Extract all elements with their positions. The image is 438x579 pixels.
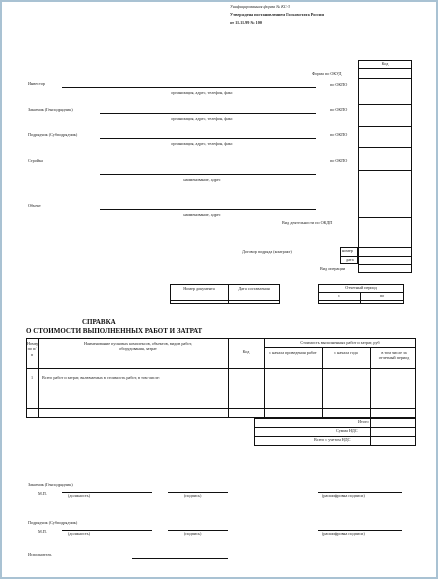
investor-label: Инвестор <box>28 81 46 86</box>
okpo-construction-label: по ОКПО <box>330 158 348 163</box>
sign-customer-signature-hint: (подпись) <box>184 493 202 498</box>
form-name-line: Унифицированная форма № КС-3 <box>230 4 291 9</box>
construction-hint: наименование, адрес <box>183 177 221 182</box>
col-code-head: Код <box>242 349 250 354</box>
sign-customer-position-hint: (должность) <box>68 493 90 498</box>
approval-line: Утверждена постановлением Госкомстата России <box>230 12 324 17</box>
col-period-head: в том числе за отчетный период <box>378 350 410 361</box>
col-from-start-head: с начала проведения работ <box>269 350 317 355</box>
codes-column <box>358 60 412 273</box>
okud-label: Форма по ОКУД <box>312 71 342 76</box>
contract-label: Договор подряда (контракт) <box>242 249 292 254</box>
row1-text: Всего работ и затрат, включаемых в стоимость работ, в том числе: <box>42 375 160 380</box>
total-label: Итого <box>358 419 369 424</box>
contract-number-label: номер <box>342 248 353 253</box>
contractor-field[interactable] <box>100 138 316 139</box>
object-field[interactable] <box>100 209 316 210</box>
vat-label: Сумма НДС <box>336 428 358 433</box>
sign-contractor-signature-hint: (подпись) <box>184 531 202 536</box>
document-title: СПРАВКА <box>82 318 116 326</box>
okpo-customer-label: по ОКПО <box>330 107 348 112</box>
construction-field[interactable] <box>100 174 316 175</box>
sign-customer-label: Заказчик (Генподрядчик) <box>28 482 73 487</box>
period-title: Отчетный период <box>345 285 377 290</box>
doc-date-head: Дата составления <box>238 286 270 291</box>
sign-contractor-mp: М.П. <box>38 529 47 534</box>
period-from-label: с <box>338 293 340 298</box>
object-label: Объект <box>28 203 41 208</box>
contract-date-label: дата <box>346 257 354 262</box>
operation-label: Вид операции <box>320 266 346 271</box>
customer-label: Заказчик (Генподрядчик) <box>28 107 73 112</box>
investor-hint: организация, адрес, телефон, факс <box>171 90 233 95</box>
row1-num: 1 <box>30 375 34 380</box>
document-subtitle: О СТОИМОСТИ ВЫПОЛНЕННЫХ РАБОТ И ЗАТРАТ <box>26 327 203 335</box>
okdp-label: Вид деятельности по ОКДП <box>282 220 333 225</box>
sign-contractor-position-hint: (должность) <box>68 531 90 536</box>
col-num-head: Номер по п/п <box>27 341 39 357</box>
codes-head: Код <box>381 61 389 66</box>
sign-customer-decode-hint: (расшифровка подписи) <box>322 493 365 498</box>
customer-hint: организация, адрес, телефон, факс <box>171 116 233 121</box>
approval-date-line: от 11.11.99 № 100 <box>230 20 262 25</box>
contractor-hint: организация, адрес, телефон, факс <box>171 141 233 146</box>
period-to-label: по <box>379 293 385 298</box>
total-vat-label: Всего с учетом НДС <box>314 437 351 442</box>
sign-contractor-label: Подрядчик (Субподрядчик) <box>28 520 78 525</box>
construction-label: Стройка <box>28 158 43 163</box>
doc-number-head: Номер документа <box>183 286 215 291</box>
okpo-contractor-label: по ОКПО <box>330 132 348 137</box>
document-page <box>2 2 436 577</box>
col-from-year-head: с начала года <box>334 350 358 355</box>
sign-customer-mp: М.П. <box>38 491 47 496</box>
col-name-head: Наименование пусковых комплексов, объектов, видов работ, оборудования, затрат <box>83 341 192 352</box>
object-hint: наименование, адрес <box>183 212 221 217</box>
contractor-label: Подрядчик (Субподрядчик) <box>28 132 78 137</box>
executor-field[interactable] <box>132 558 228 559</box>
col-cost-head: Стоимость выполненных работ и затрат, руб <box>300 340 380 345</box>
customer-field[interactable] <box>100 113 316 114</box>
investor-field[interactable] <box>62 87 316 88</box>
sign-contractor-decode-hint: (расшифровка подписи) <box>322 531 365 536</box>
executor-label: Исполнитель <box>28 552 52 557</box>
okpo-investor-label: по ОКПО <box>330 82 348 87</box>
